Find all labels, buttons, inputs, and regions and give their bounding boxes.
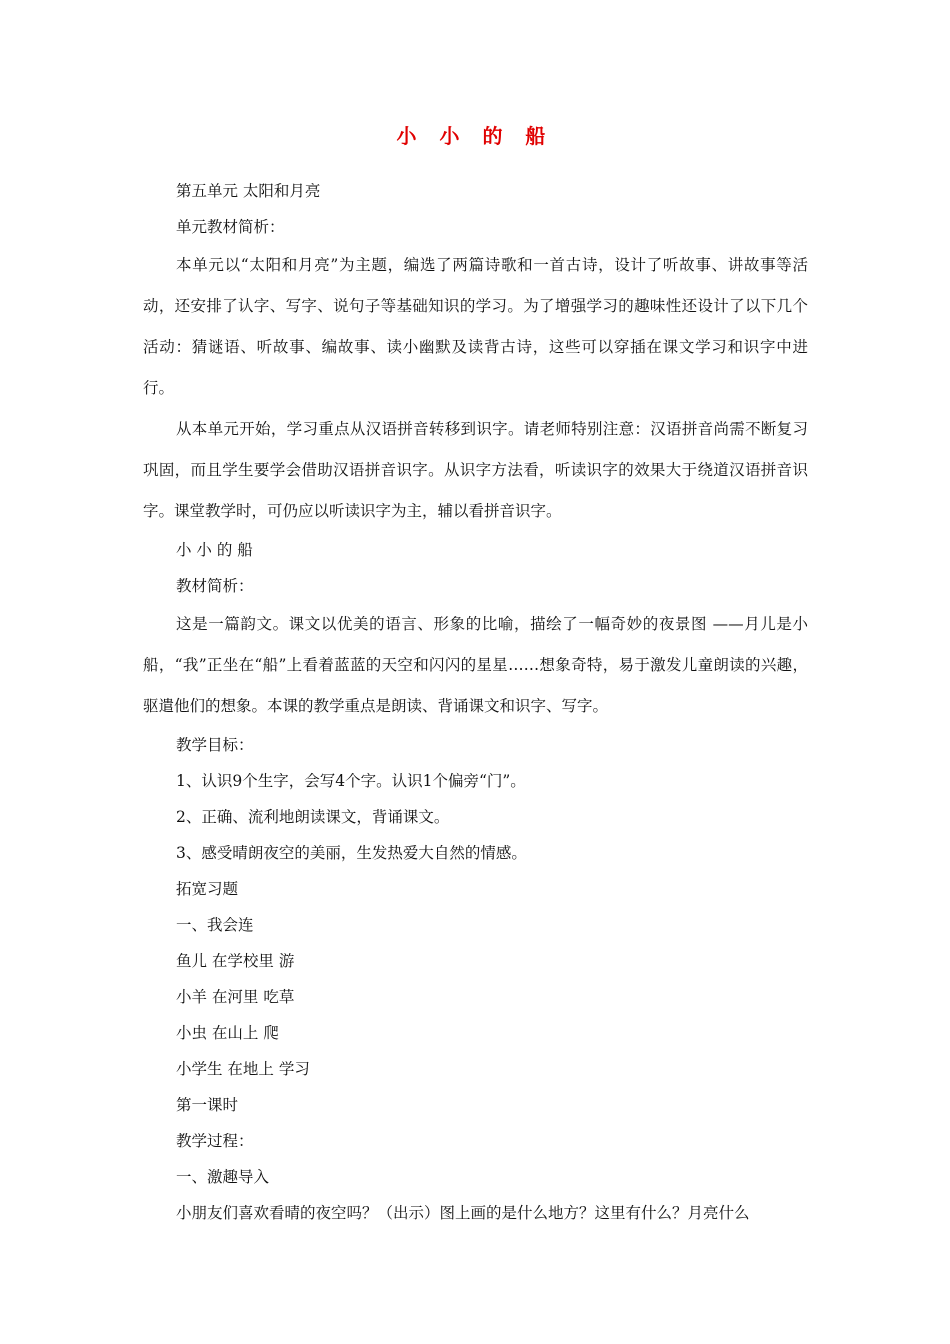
exercise-row: 小学生 在地上 学习 — [176, 1060, 310, 1078]
process-text: 小朋友们喜欢看晴的夜空吗？（出示）图上画的是什么地方？这里有什么？月亮什么 — [176, 1204, 750, 1222]
goal-item: 2、正确、流利地朗读课文，背诵课文。 — [176, 808, 450, 826]
process-heading: 教学过程： — [176, 1132, 254, 1150]
unit-paragraph-2: 从本单元开始，学习重点从汉语拼音转移到识字。请老师特别注意：汉语拼音尚需不断复习巩固，而且学生要学会借助汉语拼音识字。从识字方法看，听读识字的效果大于绕道汉语拼音识字。课堂教学时，可仍应以听读识字为主，辅以看拼音识字。 — [143, 420, 808, 520]
goal-item: 3、感受晴朗夜空的美丽，生发热爱大自然的情感。 — [176, 844, 527, 862]
exercises-heading: 拓宽习题 — [176, 880, 239, 898]
page-title: 小 小 的 船 — [396, 124, 554, 148]
material-analysis-heading: 教材简析： — [176, 577, 254, 595]
material-paragraph: 这是一篇韵文。课文以优美的语言、形象的比喻，描绘了一幅奇妙的夜景图 ——月儿是小船，“我”正坐在“船”上看着蓝蓝的天空和闪闪的星星……想象奇特，易于激发儿童朗读的兴趣，驱遣他们的想象。本课的教学重点是朗读、背诵课文和识字、写字。 — [143, 615, 808, 715]
lesson-period-heading: 第一课时 — [176, 1096, 239, 1114]
unit-analysis-heading: 单元教材简析： — [176, 218, 285, 236]
lesson-title: 小 小 的 船 — [176, 541, 253, 559]
process-step-heading: 一、激趣导入 — [176, 1168, 270, 1186]
exercise-row: 小羊 在河里 吃草 — [176, 988, 295, 1006]
goal-item: 1、认识9个生字，会写4个字。认识1个偏旁“门”。 — [176, 772, 526, 790]
exercise-subheading: 一、我会连 — [176, 916, 254, 934]
unit-heading: 第五单元 太阳和月亮 — [176, 182, 321, 200]
document-body — [143, 173, 808, 1231]
exercise-row: 鱼儿 在学校里 游 — [176, 952, 295, 970]
goals-heading: 教学目标： — [176, 736, 254, 754]
exercise-row: 小虫 在山上 爬 — [176, 1024, 279, 1042]
unit-paragraph-1: 本单元以“太阳和月亮”为主题，编选了两篇诗歌和一首古诗，设计了听故事、讲故事等活动，还安排了认字、写字、说句子等基础知识的学习。为了增强学习的趣味性还设计了以下几个活动：猜谜语、听故事、编故事、读小幽默及读背古诗，这些可以穿插在课文学习和识字中进行。 — [143, 256, 808, 397]
